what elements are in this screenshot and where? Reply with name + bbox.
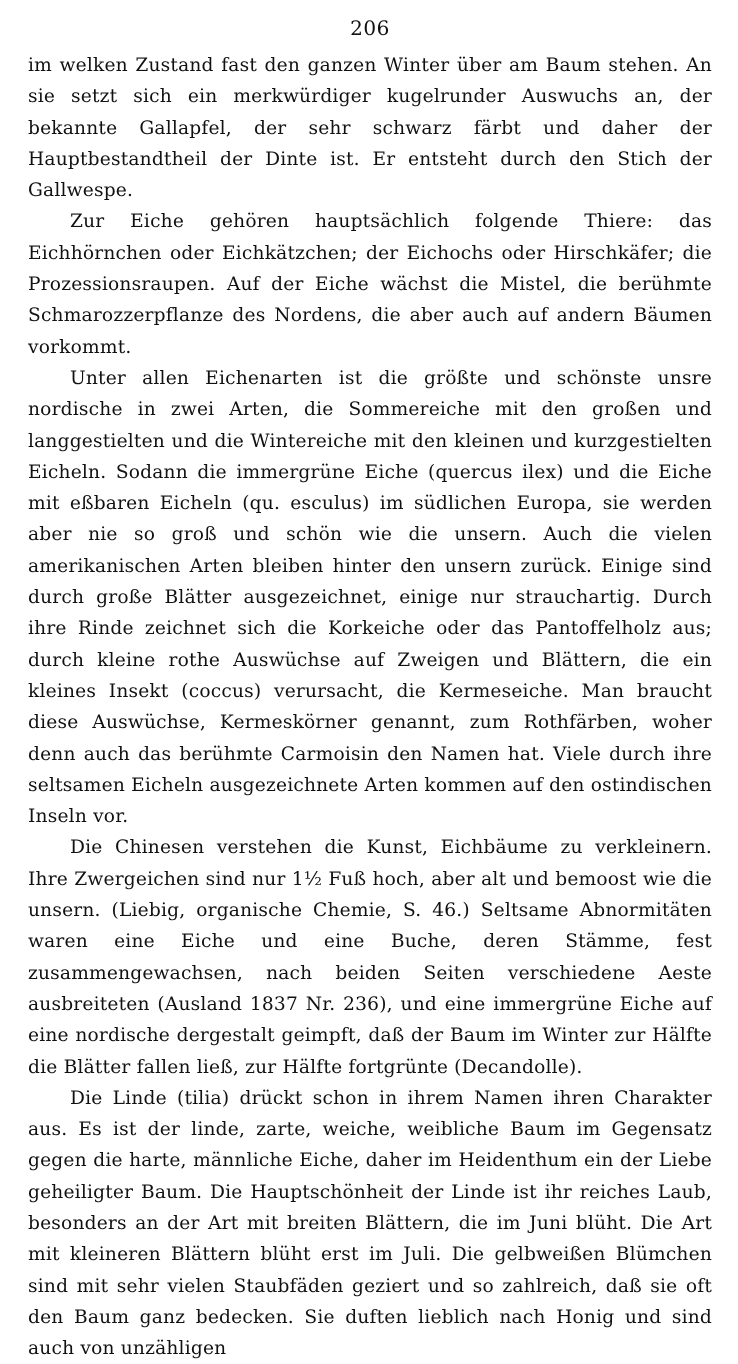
page-body <box>28 50 712 1364</box>
page-number: 206 <box>350 16 390 40</box>
paragraph-2: Zur Eiche gehören hauptsächlich folgende Thiere: das Eichhörnchen oder Eichkätzchen; der Eichochs oder Hirschkäfer; die Prozessionsraupen. Auf der Eiche wächst die Mistel, die berühmte Schmarozzerpflanze des Nordens, die aber auch auf andern Bäumen vorkommt. <box>28 211 712 358</box>
paragraph-1: im welken Zustand fast den ganzen Winter über am Baum stehen. An sie setzt sich ein merkwürdiger kugelrunder Auswuchs an, der bekannte Gallapfel, der sehr schwarz färbt und daher der Hauptbestandtheil der Dinte ist. Er entsteht durch den Stich der Gallwespe. <box>28 55 712 202</box>
paragraph-4: Die Chinesen verstehen die Kunst, Eichbäume zu verkleinern. Ihre Zwergeichen sind nur 1½ Fuß hoch, aber alt und bemoost wie die unsern. (Liebig, organische Chemie, S. 46.) Seltsame Abnormitäten waren eine Eiche und eine Buche, deren Stämme, fest zusammengewachsen, nach beiden Seiten verschiedene Aeste ausbreiteten (Ausland 1837 Nr. 236), und eine immergrüne Eiche auf eine nordische dergestalt geimpft, daß der Baum im Winter zur Hälfte die Blätter fallen ließ, zur Hälfte fortgrünte (Decandolle). <box>28 837 712 1078</box>
paragraph-5: Die Linde (tilia) drückt schon in ihrem Namen ihren Charakter aus. Es ist der linde, zarte, weiche, weibliche Baum im Gegensatz gegen die harte, männliche Eiche, daher im Heidenthum ein der Liebe geheiligter Baum. Die Hauptschönheit der Linde ist ihr reiches Laub, besonders an der Art mit breiten Blättern, die im Juni blüht. Die Art mit kleineren Blättern blüht erst im Juli. Die gelbweißen Blümchen sind mit sehr vielen Staubfäden geziert und so zahlreich, daß sie oft den Baum ganz bedecken. Sie duften lieblich nach Honig und sind auch von unzähligen <box>28 1087 712 1360</box>
paragraph-3: Unter allen Eichenarten ist die größte und schönste unsre nordische in zwei Arten, die Sommereiche mit den großen und langgestielten und die Wintereiche mit den kleinen und kurzgestielten Eicheln. Sodann die immergrüne Eiche (quercus ilex) und die Eiche mit eßbaren Eicheln (qu. esculus) im südlichen Europa, sie werden aber nie so groß und schön wie die unsern. Auch die vielen amerikanischen Arten bleiben hinter den unsern zurück. Einige sind durch große Blätter ausgezeichnet, einige nur strauchartig. Durch ihre Rinde zeichnet sich die Korkeiche oder das Pantoffelholz aus; durch kleine rothe Auswüchse auf Zweigen und Blättern, die ein kleines Insekt (coccus) verursacht, die Kermeseiche. Man braucht diese Auswüchse, Kermeskörner genannt, zum Rothfärben, woher denn auch das berühmte Carmoisin den Namen hat. Viele durch ihre seltsamen Eicheln ausgezeichnete Arten kommen auf den ostindischen Inseln vor. <box>28 367 712 828</box>
book-page <box>28 14 712 1360</box>
